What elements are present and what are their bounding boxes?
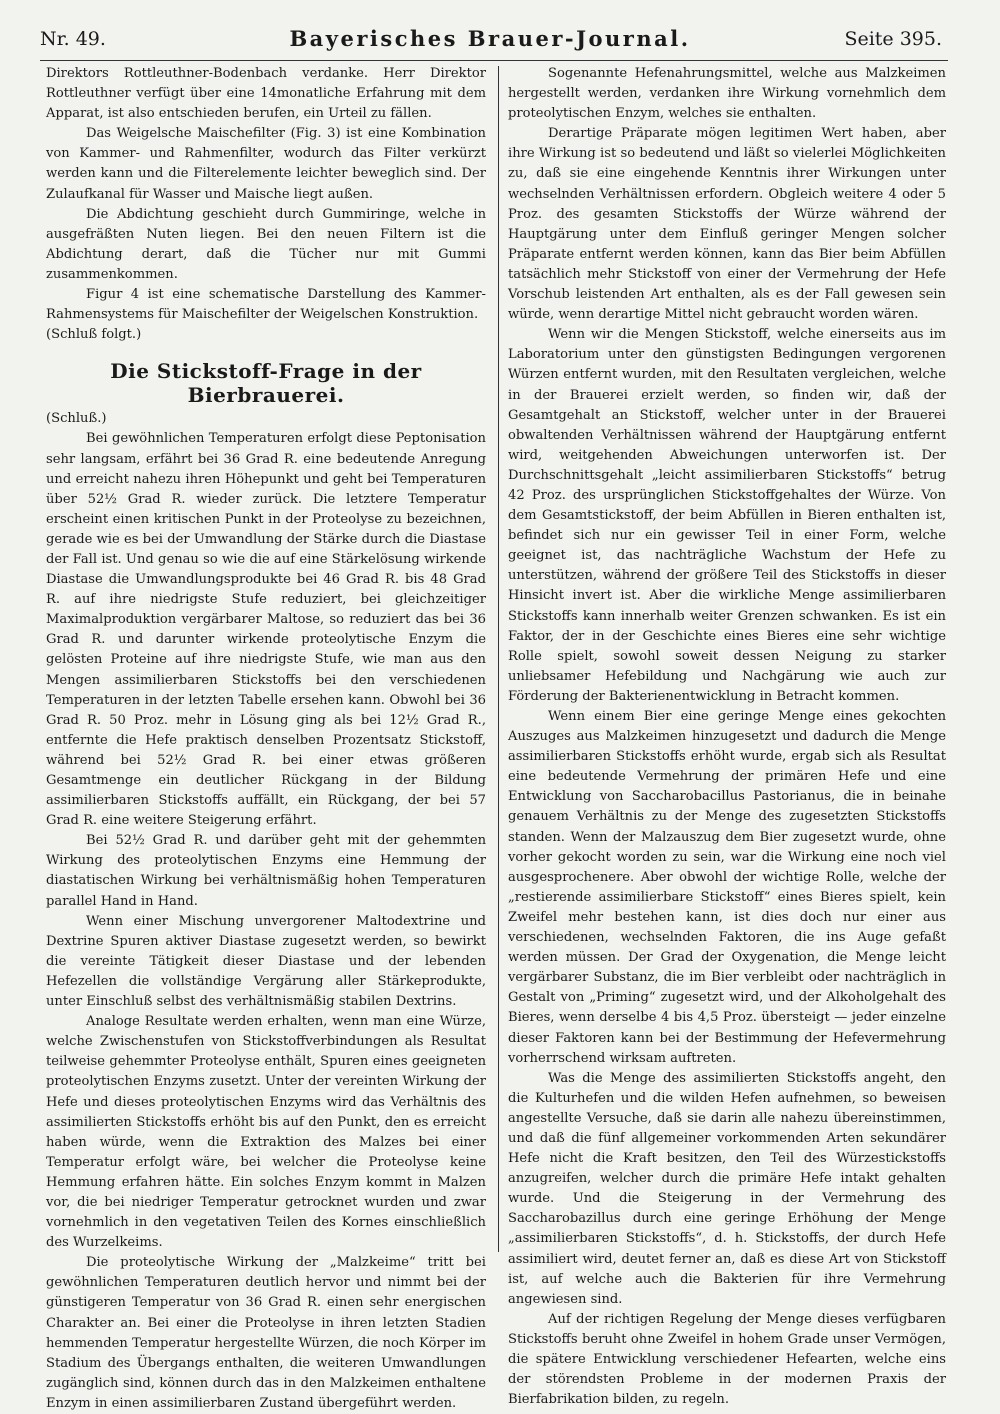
body-paragraph: Wenn einer Mischung unvergorener Maltodextrine und Dextrine Spuren aktiver Diastase zugesetzt werden, so bewirkt die vereinte Tätigkeit dieser Diastase und der lebenden Hefezellen die vollständige Vergärung aller Stärkeprodukte, unter Einschluß selbst des verhältnismäßig stabilen Dextrins. <box>46 913 486 1010</box>
body-paragraph: Derartige Präparate mögen legitimen Wert haben, aber ihre Wirkung ist so bedeutend und läßt so vielerlei Möglichkeiten zu, daß sie eine eingehende Kenntnis ihrer Wirkungen unter wechselnden Verhältnissen erfordern. Obgleich weitere 4 oder 5 Proz. des gesamten Stickstoffs der Würze während der Hauptgärung unter dem Einfluß geringer Mengen solcher Präparate entfernt werden können, kann das Bier beim Abfüllen tatsächlich mehr Stickstoff von einer der Vermehrung der Hefe Vorschub leistenden Art enthalten, als es der Fall gewesen sein würde, wenn derartige Mittel nicht gebraucht worden wären. <box>508 126 946 323</box>
continuation-paragraph: Direktors Rottleuthner-Bodenbach verdanke. Herr Direktor Rottleuthner verfügt über eine 14monatliche Erfahrung mit dem Apparat, ist also entschieden berufen, ein Urteil zu fällen. <box>46 66 486 122</box>
body-paragraph: Auf der richtigen Regelung der Menge dieses verfügbaren Stickstoffs beruht ohne Zweifel in hohem Grade unser Vermögen, die spätere Entwicklung verschiedener Hefearten, welche eins der störendsten Probleme in der modernen Praxis der Bierfabrikation bilden, zu regeln. <box>508 1311 946 1408</box>
body-paragraph: Die proteolytische Wirkung der „Malzkeime“ tritt bei gewöhnlichen Temperaturen deutlich hervor und nimmt bei der günstigeren Temperatur von 36 Grad R. einen sehr energischen Charakter an. Bei einer die Proteolyse in ihren letzten Stadien hemmenden Temperatur hergestellte Würzen, die noch Körper im Stadium des Übergangs enthalten, die weiteren Umwandlungen zugänglich sind, können durch das in den Malzkeimen enthaltene Enzym in einen assimilierbaren Zustand übergeführt werden. <box>46 1255 486 1411</box>
body-paragraph: Analoge Resultate werden erhalten, wenn man eine Würze, welche Zwischenstufen von Stickstoffverbindungen als Resultat teilweise gehemmter Proteolyse enthält, Spuren eines geeigneten proteolytischen Enzyms zusetzt. Unter der vereinten Wirkung der Hefe und dieses proteolytischen Enzyms wird das Verhältnis des assimilierten Stickstoffs erhöht bis auf den Punkt, den es erreicht haben würde, wenn die Extraktion des Malzes bei einer Temperatur erfolgt wäre, bei welcher die Proteolyse keine Hemmung erfahren hätte. Ein solches Enzym kommt in Malzen vor, die bei niedriger Temperatur getrocknet wurden und zwar vornehmlich in den vegetativen Teilen des Kornes einschließlich des Wurzelkeims. <box>46 1014 486 1251</box>
continuation-paragraph: Die Abdichtung geschieht durch Gummiringe, welche in ausgefräßten Nuten liegen. Bei den neuen Filtern ist die Abdichtung derart, daß die Tücher nur mit Gummi zusammenkommen. <box>46 206 486 282</box>
continuation-paragraph: Das Weigelsche Maischefilter (Fig. 3) ist eine Kombination von Kammer- und Rahmenfilter, wodurch das Filter verkürzt werden kann und die Filterelemente leichter beweglich sind. Der Zulaufkanal für Wasser und Maische liegt außen. <box>46 126 486 202</box>
body-paragraph: Bei gewöhnlichen Temperaturen erfolgt diese Peptonisation sehr langsam, erfährt bei 36 Grad R. eine bedeutende Anregung und erreicht nahezu ihren Höhepunkt und geht bei Temperaturen über 52½ Grad R. wieder zurück. Die letztere Temperatur erscheint einen kritischen Punkt in der Proteolyse zu bezeichnen, gerade wie es bei der Umwandlung der Stärke durch die Diastase der Fall ist. Und genau so wie die auf eine Stärkelösung wirkende Diastase die Umwandlungsprodukte bei 46 Grad R. bis 48 Grad R. auf ihre niedrigste Stufe reduziert, bei gleichzeitiger Maximalproduktion vergärbarer Maltose, so reduziert das bei 36 Grad R. und darunter wirkende proteolytische Enzym die gelösten Proteine auf ihre niedrigste Stufe, wie man aus den Mengen assimilierbaren Stickstoffs bei den verschiedenen Temperaturen in der letzten Tabelle ersehen kann. Obwohl bei 36 Grad R. 50 Proz. mehr in Lösung ging als bei 12½ Grad R., entfernte die Hefe praktisch denselben Prozentsatz Stickstoff, während bei 52½ Grad R. bei einer etwas größeren Gesamtmenge ein deutlicher Rückgang in der Bildung assimilierbaren Stickstoffs auffällt, ein Rückgang, der bei 57 Grad R. eine weitere Steigerung erfährt. <box>46 431 486 829</box>
body-paragraph: Sogenannte Hefenahrungsmittel, welche aus Malzkeimen hergestellt werden, verdanken ihre Wirkung vornehmlich dem proteolytischen Enzym, welches sie enthalten. <box>508 66 946 122</box>
issue-number: Nr. 49. <box>40 28 106 50</box>
body-paragraph: Was die Menge des assimilierten Stickstoffs angeht, den die Kulturhefen und die wilden Hefen aufnehmen, so beweisen angestellte Versuche, daß sie darin alle nahezu übereinstimmen, und daß die fünf allgemeiner vorkommenden Arten sekundärer Hefe nicht die Kraft besitzen, den Teil des Würzestickstoffs anzugreifen, welcher durch die primäre Hefe intakt gehalten wurde. Und die Steigerung in der Vermehrung des Saccharobazillus durch eine geringe Erhöhung der Menge „assimilierbaren Stickstoffs“, d. h. Stickstoffs, der durch Hefe assimiliert wird, deutet ferner an, daß es diese Art von Stickstoff ist, auf welche auch die Bakterien für ihre Vermehrung angewiesen sind. <box>508 1070 946 1307</box>
article-subtitle: (Schluß.) <box>46 411 107 427</box>
column-divider <box>498 66 499 1252</box>
journal-title: Bayerisches Brauer-Journal. <box>289 26 691 51</box>
left-column <box>46 64 486 1414</box>
page-number: Seite 395. <box>844 28 942 50</box>
page-header <box>30 24 950 54</box>
to-be-continued-note: (Schluß folgt.) <box>46 327 142 343</box>
body-paragraph: Wenn wir die Mengen Stickstoff, welche einerseits aus im Laboratorium unter den günstigsten Bedingungen vergorenen Würzen entfernt wurden, mit den Resultaten vergleichen, welche in der Brauerei erzielt werden, so finden wir, daß der Gesamtgehalt an Stickstoff, welcher unter in der Brauerei obwaltenden Verhältnissen während der Hauptgärung entfernt wird, weitgehenden Abweichungen unterworfen ist. Der Durchschnittsgehalt „leicht assimilierbaren Stickstoffs“ betrug 42 Proz. des ursprünglichen Stickstoffgehaltes der Würze. Von dem Gesamtstickstoff, der beim Abfüllen in Bieren enthalten ist, befindet sich nur ein gewisser Teil in einer Form, welche geeignet ist, das nachträgliche Wachstum der Hefe zu unterstützen, während der größere Teil des Stickstoffs in dieser Hinsicht invert ist. Aber die wirkliche Menge assimilierbaren Stickstoffs kann innerhalb weiter Grenzen schwanken. Es ist ein Faktor, der in der Geschichte eines Bieres eine sehr wichtige Rolle spielt, sowohl soweit dessen Neigung zu starker unliebsamer Hefebildung und Nachgärung wie auch zur Förderung der Bakterienentwicklung in Betracht kommen. <box>508 327 946 704</box>
body-paragraph: Bei 52½ Grad R. und darüber geht mit der gehemmten Wirkung des proteolytischen Enzyms eine Hemmung der diastatischen Wirkung bei verhältnismäßig hohen Temperaturen parallel Hand in Hand. <box>46 833 486 909</box>
article-title: Die Stickstoff-Frage in der Bierbrauerei. <box>110 359 422 408</box>
right-column <box>508 64 946 1410</box>
continuation-paragraph: Figur 4 ist eine schematische Darstellung des Kammer-Rahmensystems für Maischefilter der Weigelschen Konstruktion. <box>46 287 486 323</box>
header-rule <box>40 60 948 61</box>
body-paragraph: Wenn einem Bier eine geringe Menge eines gekochten Auszuges aus Malzkeimen hinzugesetzt und dadurch die Menge assimilierbaren Stickstoffs erhöht wurde, ergab sich als Resultat eine bedeutende Vermehrung der primären Hefe und eine Entwicklung von Saccharobacillus Pastorianus, die in beinahe genauem Verhältnis zu der Menge des zugesetzten Stickstoffs standen. Wenn der Malzauszug dem Bier zugesetzt wurde, ohne vorher gekocht worden zu sein, war die Wirkung eine noch viel ausgesprochenere. Aber obwohl der wichtige Rolle, welche der „restierende assimilierbare Stickstoff“ eines Bieres spielt, kein Zweifel mehr bestehen kann, ist dies doch nur einer aus verschiedenen, wechselnden Faktoren, die ins Auge gefaßt werden müssen. Der Grad der Oxygenation, die Menge leicht vergärbarer Substanz, die im Bier verbleibt oder nachträglich in Gestalt von „Priming“ zugesetzt wird, und der Alkoholgehalt des Bieres, wenn derselbe 4 bis 4,5 Proz. übersteigt — jeder einzelne dieser Faktoren kann bei der Bestimmung der Hefevermehrung vorherrschend wirksam auftreten. <box>508 709 946 1066</box>
